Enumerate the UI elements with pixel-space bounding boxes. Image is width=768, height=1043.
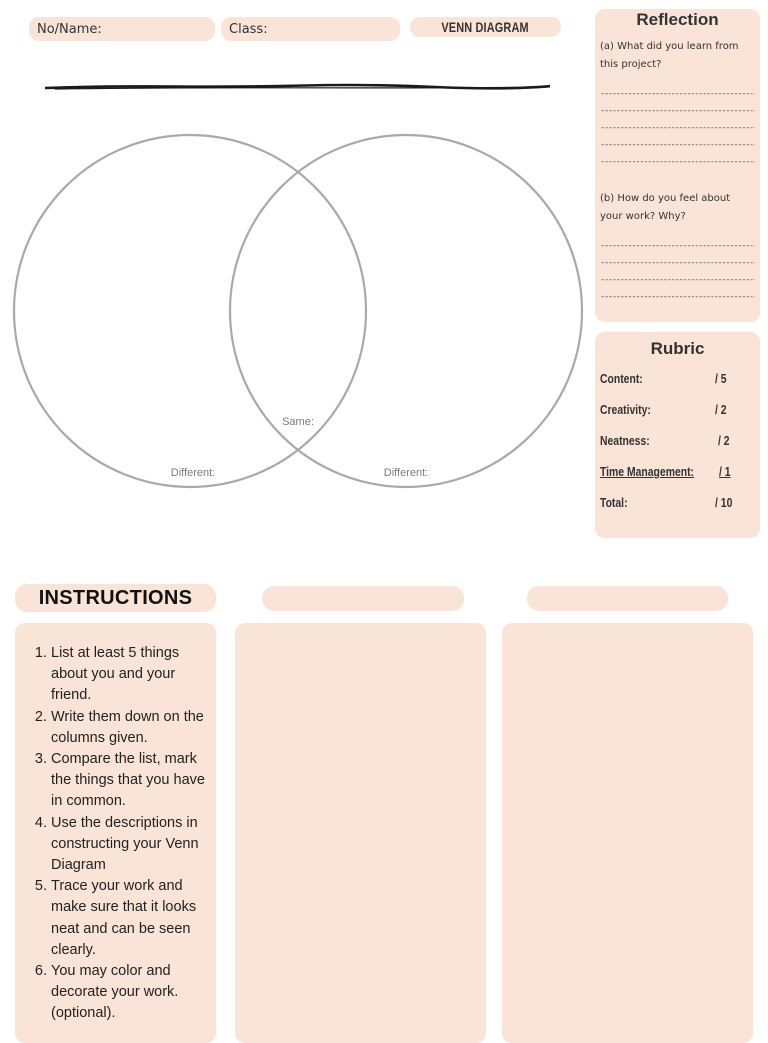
rubric-label: Neatness: [600,433,650,448]
instruction-item: 1. List at least 5 things about you and your friend. [51,643,208,707]
venn-right-label: Different: [383,467,429,479]
instructions-box [15,623,216,1043]
rubric-score: / 5 [715,371,727,386]
worksheet-title: VENN DIAGRAM [441,19,530,35]
instruction-item: 6. You may color and decorate your work. (optional). [51,961,208,1025]
rubric-row-neatness [600,425,755,456]
answer-line [600,120,755,137]
venn-right-circle[interactable] [230,135,582,487]
venn-left-circle[interactable] [14,135,366,487]
answer-line [600,137,755,154]
rubric-row-total [600,487,755,518]
answer-line [600,289,755,306]
column-1-writing-area[interactable] [235,623,486,1043]
class-field[interactable] [221,17,400,41]
answer-line [600,272,755,289]
venn-center-label: Same: [282,416,314,428]
reflection-question-b: (b) How do you feel about your work? Why? [600,193,731,222]
class-label: Class: [229,21,268,37]
instructions-title: INSTRUCTIONS [38,586,193,609]
name-label: No/Name: [37,21,102,37]
rubric-label: Content: [600,371,643,386]
answer-line [600,154,755,171]
worksheet-title-pill [410,17,561,37]
rubric-panel [595,332,760,538]
rubric-score: / 2 [718,433,730,448]
reflection-question-a: (a) What did you learn from this project? [600,41,739,70]
instruction-item: 4. Use the descriptions in constructing your Venn Diagram [51,813,208,877]
answer-line [600,103,755,120]
instructions-title-pill [15,584,216,612]
reflection-answer-lines-b[interactable] [600,238,755,306]
rubric-title: Rubric [650,339,705,358]
instruction-item: 2. Write them down on the columns given. [51,707,208,749]
instruction-item: 3. Compare the list, mark the things that you have in common. [51,749,208,813]
reflection-answer-lines-a[interactable] [600,86,755,171]
rubric-row-content [600,363,755,394]
column-2-writing-area[interactable] [502,623,753,1043]
rubric-label: Total: [600,495,628,510]
rubric-score: / 10 [715,495,733,510]
reflection-title: Reflection [636,10,719,29]
venn-left-label: Different: [170,467,216,479]
rubric-score: / 2 [715,402,727,417]
rubric-label: Creativity: [600,402,651,417]
name-field[interactable] [29,17,215,41]
column-2-header-field[interactable] [527,586,728,611]
answer-line [600,255,755,272]
rubric-label: Time Management: [600,464,695,479]
instructions-list [15,623,216,1025]
rubric-row-time-management [600,456,755,487]
brush-stroke-line [45,82,550,92]
reflection-panel [595,9,760,322]
answer-line [600,238,755,255]
column-1-header-field[interactable] [262,586,464,611]
answer-line [600,86,755,103]
venn-diagram [0,120,590,500]
rubric-row-creativity [600,394,755,425]
instruction-item: 5. Trace your work and make sure that it looks neat and can be seen clearly. [51,876,208,961]
rubric-rows [600,363,755,518]
rubric-score: / 1 [719,464,731,479]
